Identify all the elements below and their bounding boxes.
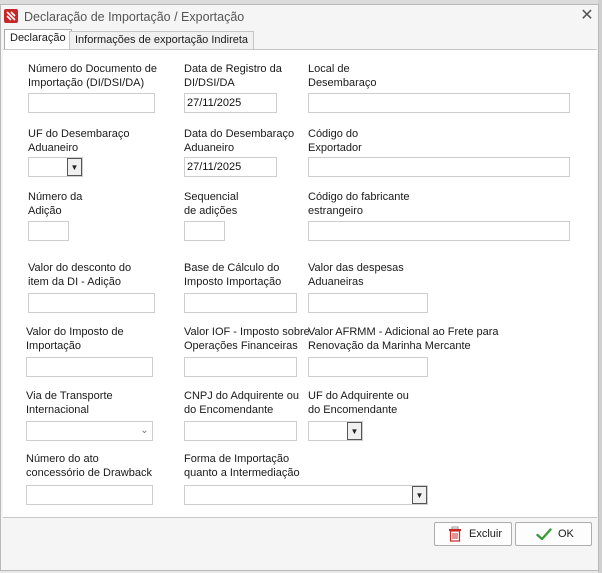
uf-adquirente-label: UF do Adquirente ou do Encomendante — [308, 390, 409, 416]
chevron-down-icon[interactable]: ⌄ — [137, 422, 152, 440]
valor-imposto-input[interactable] — [26, 357, 153, 377]
delete-button-label: Excluir — [469, 528, 503, 540]
local-desembaraco-input[interactable] — [308, 93, 570, 113]
numero-drawback-input[interactable] — [26, 485, 153, 505]
data-desembaraco-input[interactable]: 27/11/2025 — [184, 157, 277, 177]
app-logo-icon — [4, 9, 18, 23]
via-transporte-select[interactable] — [26, 421, 153, 441]
codigo-exportador-label: Código do Exportador — [308, 128, 362, 154]
uf-adquirente-select[interactable] — [308, 421, 363, 441]
codigo-exportador-input[interactable] — [308, 157, 570, 177]
forma-importacao-label: Forma de Importação quanto a Intermediação — [184, 453, 300, 479]
data-desembaraco-label: Data do Desembaraço Aduaneiro — [184, 128, 295, 154]
cnpj-adquirente-input[interactable] — [184, 421, 297, 441]
valor-iof-input[interactable] — [184, 357, 297, 377]
numero-documento-input[interactable] — [28, 93, 155, 113]
valor-imposto-label: Valor do Imposto de Importação — [26, 326, 124, 352]
numero-drawback-label: Número do ato concessório de Drawback — [26, 453, 152, 479]
valor-despesas-input[interactable] — [308, 293, 428, 313]
tab-bar — [1, 29, 598, 49]
codigo-fabricante-input[interactable] — [308, 221, 570, 241]
delete-button[interactable] — [434, 522, 512, 546]
numero-documento-label: Número do Documento de Importação (DI/DSI/DA) — [28, 63, 158, 89]
chevron-down-icon[interactable]: ▼ — [347, 422, 362, 440]
numero-adicao-label: Número da Adição — [28, 191, 83, 217]
sequencial-adicoes-label: Sequencial de adições — [184, 191, 239, 217]
base-calculo-label: Base de Cálculo do Imposto Importação — [184, 262, 282, 288]
valor-despesas-label: Valor das despesas Aduaneiras — [308, 262, 404, 288]
data-registro-label: Data de Registro da DI/DSI/DA — [184, 63, 282, 89]
close-icon[interactable]: ✕ — [580, 7, 594, 24]
tab-declaracao[interactable]: Declaração — [4, 29, 72, 49]
via-transporte-label: Via de Transporte Internacional — [26, 390, 113, 416]
ok-button[interactable] — [515, 522, 592, 546]
dialog-title: Declaração de Importação / Exportação — [24, 10, 245, 24]
valor-afrmm-input[interactable] — [308, 357, 428, 377]
trash-icon — [448, 526, 464, 543]
data-registro-input[interactable]: 27/11/2025 — [184, 93, 277, 113]
cnpj-adquirente-label: CNPJ do Adquirente ou do Encomendante — [184, 390, 299, 416]
numero-adicao-input[interactable] — [28, 221, 69, 241]
codigo-fabricante-label: Código do fabricante estrangeiro — [308, 191, 410, 217]
valor-desconto-input[interactable] — [28, 293, 155, 313]
sequencial-adicoes-input[interactable] — [184, 221, 225, 241]
chevron-down-icon[interactable]: ▼ — [67, 158, 82, 176]
title-bar — [1, 5, 598, 29]
tab-exportacao-indireta[interactable]: Informações de exportação Indireta — [69, 31, 254, 49]
import-export-dialog — [0, 4, 599, 571]
chevron-down-icon[interactable]: ▼ — [412, 486, 427, 504]
valor-iof-label: Valor IOF - Imposto sobre Operações Financeiras — [184, 326, 310, 352]
valor-desconto-label: Valor do desconto do item da DI - Adição — [28, 262, 132, 288]
local-desembaraco-label: Local de Desembaraço — [308, 63, 377, 89]
ok-button-label: OK — [558, 528, 574, 540]
form-panel — [3, 49, 597, 518]
base-calculo-input[interactable] — [184, 293, 297, 313]
valor-afrmm-label: Valor AFRMM - Adicional ao Frete para Renovação da Marinha Mercante — [308, 326, 499, 352]
checkmark-icon — [536, 528, 552, 541]
uf-desembaraco-label: UF do Desembaraço Aduaneiro — [28, 128, 130, 154]
forma-importacao-select[interactable] — [184, 485, 428, 505]
uf-desembaraco-select[interactable] — [28, 157, 83, 177]
